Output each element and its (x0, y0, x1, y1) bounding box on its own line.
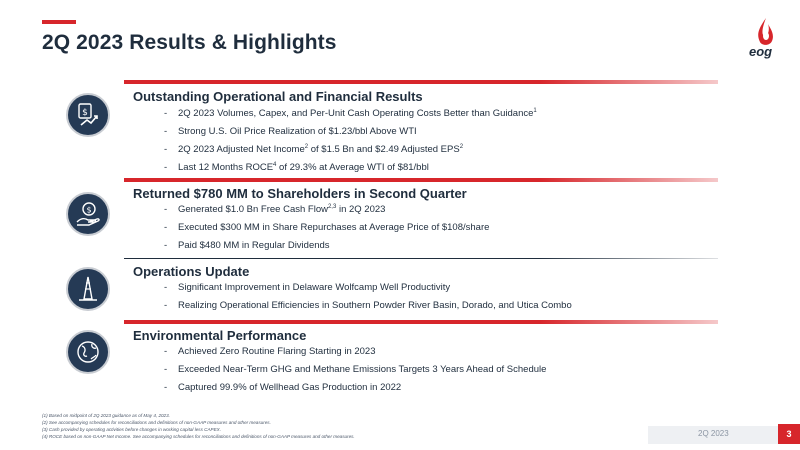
footnote: (4) ROCE based on non-GAAP Net Income. See accompanying schedules for reconciliations and definitions of non-GAAP measures and other measures. (42, 434, 355, 439)
list-item: - 2Q 2023 Volumes, Capex, and Per-Unit Cash Operating Costs Better than Guidance$^1$ (164, 107, 537, 119)
section-title-operations: Operations Update (133, 264, 250, 279)
chart-dollar-icon (66, 93, 110, 137)
section-divider-bar (124, 178, 718, 182)
page-number: 3 (778, 424, 800, 444)
title-accent-bar (42, 20, 76, 24)
logo-text: eog (749, 44, 773, 59)
environmental-bullet-list (164, 343, 547, 397)
footnote: (3) Cash provided by operating activities before changes in working capital less CAPEX. (42, 427, 221, 432)
list-item: - Strong U.S. Oil Price Realization of $1.23/bbl Above WTI (164, 126, 417, 137)
list-item: - Achieved Zero Routine Flaring Starting in 2023 (164, 346, 376, 357)
globe-icon (66, 330, 110, 374)
section-divider-bar (124, 320, 718, 324)
operations-bullet-list (164, 279, 572, 315)
list-item: - Exceeded Near-Term GHG and Methane Emissions Targets 3 Years Ahead of Schedule (164, 364, 547, 375)
svg-text:$: $ (82, 108, 88, 118)
footnote: (2) See accompanying schedules for reconciliations and definitions of non-GAAP measures and other measures. (42, 420, 271, 425)
section-divider-line (124, 258, 718, 259)
list-item: - 2Q 2023 Adjusted Net Income$^2$ of $1.5 Bn and $2.49 Adjusted EPS$^2$ (164, 143, 464, 155)
footer-date: 2Q 2023 (698, 429, 729, 438)
footnote: (1) Based on midpoint of 2Q 2023 guidance as of May 4, 2023. (42, 413, 170, 418)
list-item: - Last 12 Months ROCE$^4$ of 29.3% at Average WTI of $81/bbl (164, 161, 429, 173)
hand-dollar-icon (66, 192, 110, 236)
list-item: - Paid $480 MM in Regular Dividends (164, 240, 330, 251)
list-item: - Generated $1.0 Bn Free Cash Flow$^{2,3}$ in 2Q 2023 (164, 203, 386, 215)
list-item: - Captured 99.9% of Wellhead Gas Production in 2022 (164, 382, 402, 393)
page-title: 2Q 2023 Results & Highlights (42, 31, 337, 54)
results-bullet-list (164, 105, 537, 177)
section-title-returns: Returned $780 MM to Shareholders in Second Quarter (133, 186, 467, 201)
section-title-environmental: Environmental Performance (133, 328, 307, 343)
returns-bullet-list (164, 201, 490, 255)
list-item: - Significant Improvement in Delaware Wolfcamp Well Productivity (164, 282, 451, 293)
oil-rig-icon (66, 267, 110, 311)
section-title-results: Outstanding Operational and Financial Results (133, 89, 423, 104)
section-divider-bar (124, 80, 718, 84)
list-item: - Executed $300 MM in Share Repurchases at Average Price of $108/share (164, 222, 490, 233)
footnotes (42, 412, 355, 440)
svg-text:$: $ (86, 205, 92, 215)
list-item: - Realizing Operational Efficiencies in Southern Powder River Basin, Dorado, and Utica Combo (164, 300, 572, 311)
